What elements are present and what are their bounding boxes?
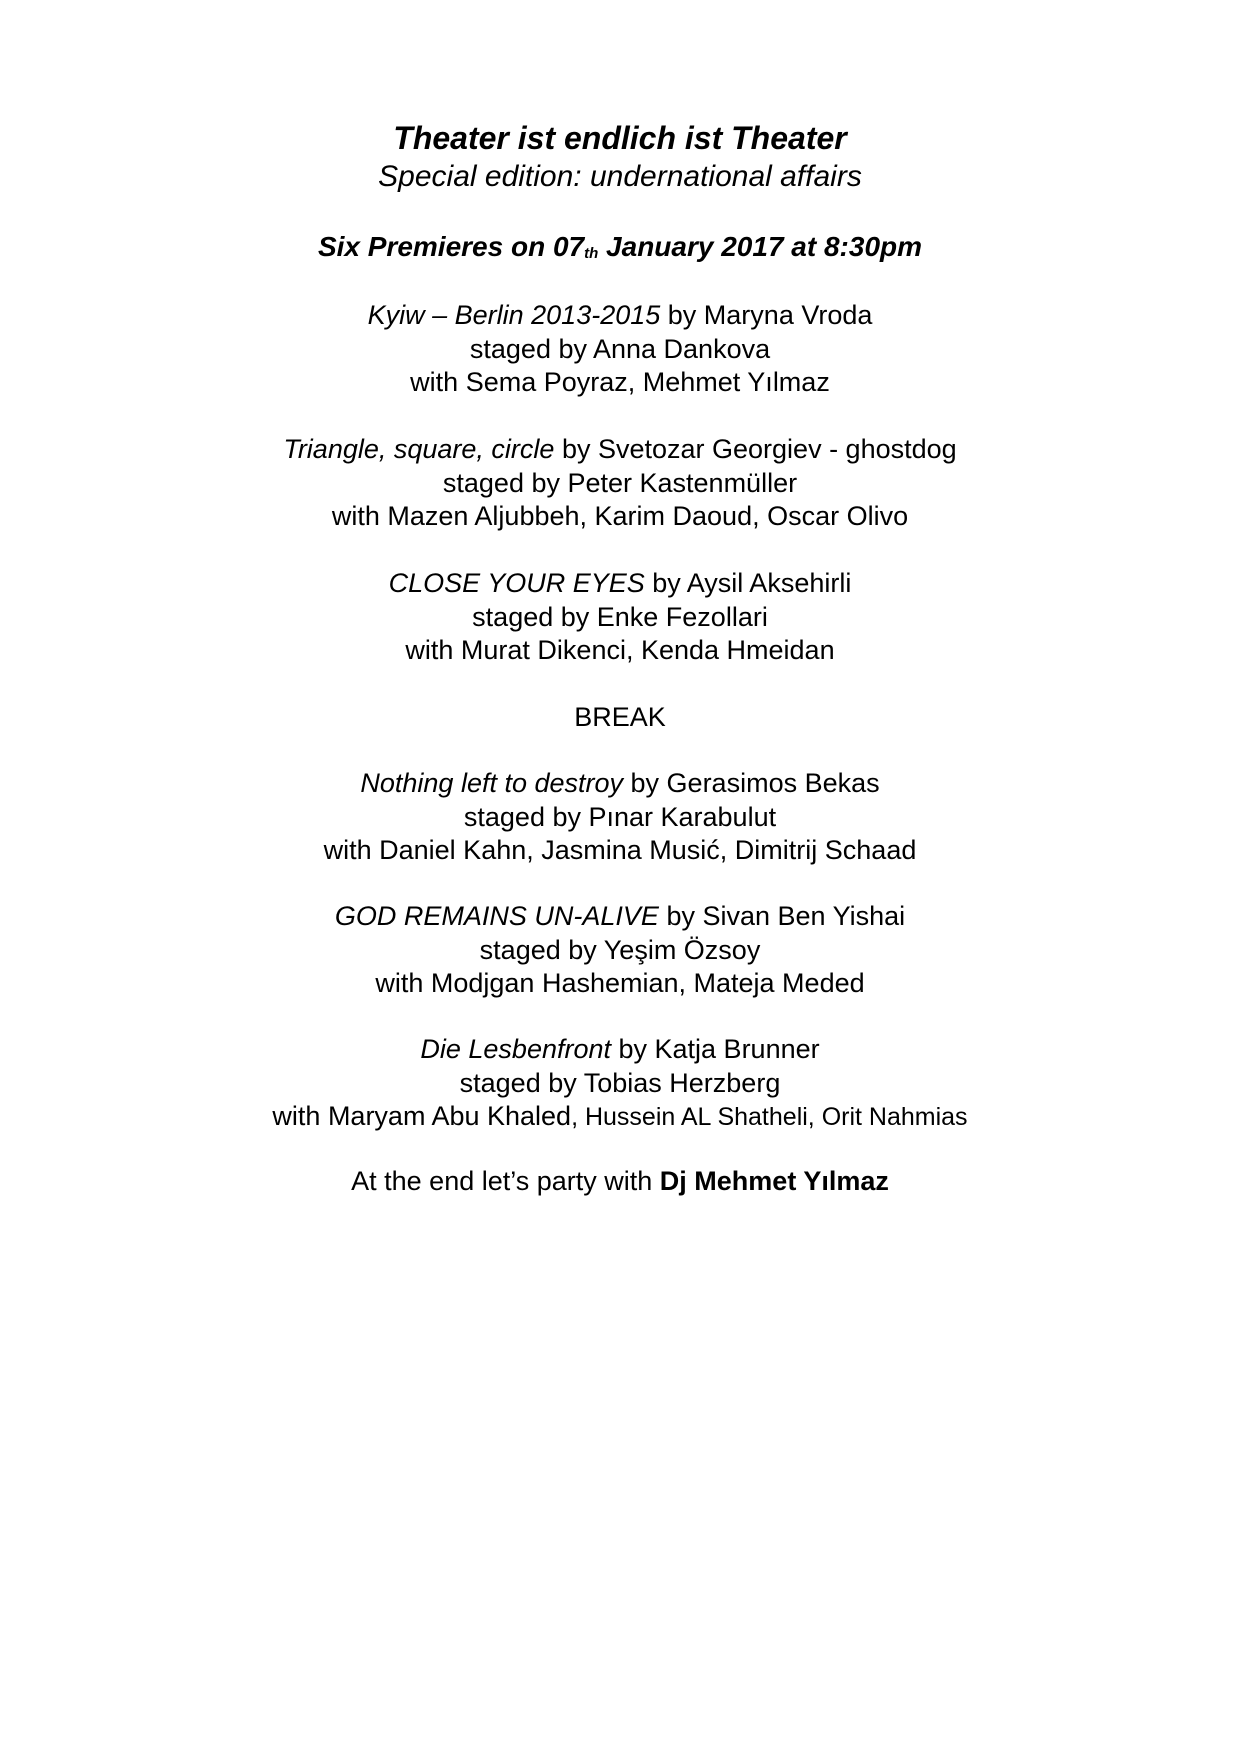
play-title: Kyiw – Berlin 2013-2015 <box>367 300 661 330</box>
party-line <box>0 1164 1240 1198</box>
play-director: staged by Anna Dankova <box>469 333 771 364</box>
play-cast-main: with Maryam Abu Khaled <box>272 1101 572 1131</box>
party-text: At the end let’s party with <box>351 1166 660 1196</box>
play-entry-3 <box>0 567 1240 669</box>
premieres-suffix: January 2017 at 8:30pm <box>598 231 923 262</box>
play-director: staged by Tobias Herzberg <box>459 1067 781 1098</box>
play-title-line <box>0 299 1240 333</box>
play-title: CLOSE YOUR EYES <box>388 568 645 598</box>
premieres-date <box>0 229 1240 270</box>
play-director: staged by Yeşim Özsoy <box>479 934 761 965</box>
play-author: by Katja Brunner <box>611 1034 820 1064</box>
play-title-line <box>0 567 1240 601</box>
play-cast-main: with Modjgan Hashemian, Mateja Meded <box>375 968 865 998</box>
play-author: by Maryna Vroda <box>660 300 873 330</box>
break-label: BREAK <box>574 702 666 732</box>
play-cast-main: with Murat Dikenci, Kenda Hmeidan <box>405 635 835 665</box>
play-director: staged by Enke Fezollari <box>472 601 768 632</box>
play-director: staged by Peter Kastenmüller <box>442 467 798 498</box>
play-cast-extra: , Hussein AL Shatheli, Orit Nahmias <box>571 1103 968 1131</box>
play-title-line <box>0 1033 1240 1067</box>
play-title: Triangle, square, circle <box>283 434 555 464</box>
play-title: GOD REMAINS UN-ALIVE <box>334 901 659 931</box>
play-entry-4 <box>0 767 1240 869</box>
play-entry-2 <box>0 433 1240 535</box>
play-cast-main: with Daniel Kahn, Jasmina Musić, Dimitrij Schaad <box>323 835 917 865</box>
play-title: Nothing left to destroy <box>360 768 624 798</box>
play-cast <box>0 366 1240 401</box>
play-title: Die Lesbenfront <box>420 1034 611 1064</box>
play-author: by Sivan Ben Yishai <box>658 901 906 931</box>
play-title-line <box>0 433 1240 467</box>
party-dj: Dj Mehmet Yılmaz <box>659 1166 889 1196</box>
page-subtitle: Special edition: undernational affairs <box>378 160 862 193</box>
play-cast-main: with Mazen Aljubbeh, Karim Daoud, Oscar Olivo <box>331 501 909 531</box>
page-title: Theater ist endlich ist Theater <box>393 120 847 156</box>
play-cast <box>0 834 1240 869</box>
play-title-line <box>0 900 1240 934</box>
play-entry-5 <box>0 900 1240 1002</box>
premieres-prefix: Six Premieres on 07 <box>317 231 585 262</box>
play-cast <box>0 967 1240 1002</box>
play-director: staged by Pınar Karabulut <box>463 801 777 832</box>
play-cast <box>0 634 1240 669</box>
play-entry-6 <box>0 1033 1240 1135</box>
play-cast-main: with Sema Poyraz, Mehmet Yılmaz <box>410 367 830 397</box>
play-cast <box>0 500 1240 535</box>
play-author: by Gerasimos Bekas <box>623 768 880 798</box>
play-author: by Aysil Aksehirli <box>644 568 852 598</box>
play-cast <box>0 1100 1240 1135</box>
premieres-ordinal: th <box>584 245 599 262</box>
play-author: by Svetozar Georgiev - ghostdog <box>554 434 957 464</box>
play-title-line <box>0 767 1240 801</box>
play-entry-1 <box>0 299 1240 401</box>
